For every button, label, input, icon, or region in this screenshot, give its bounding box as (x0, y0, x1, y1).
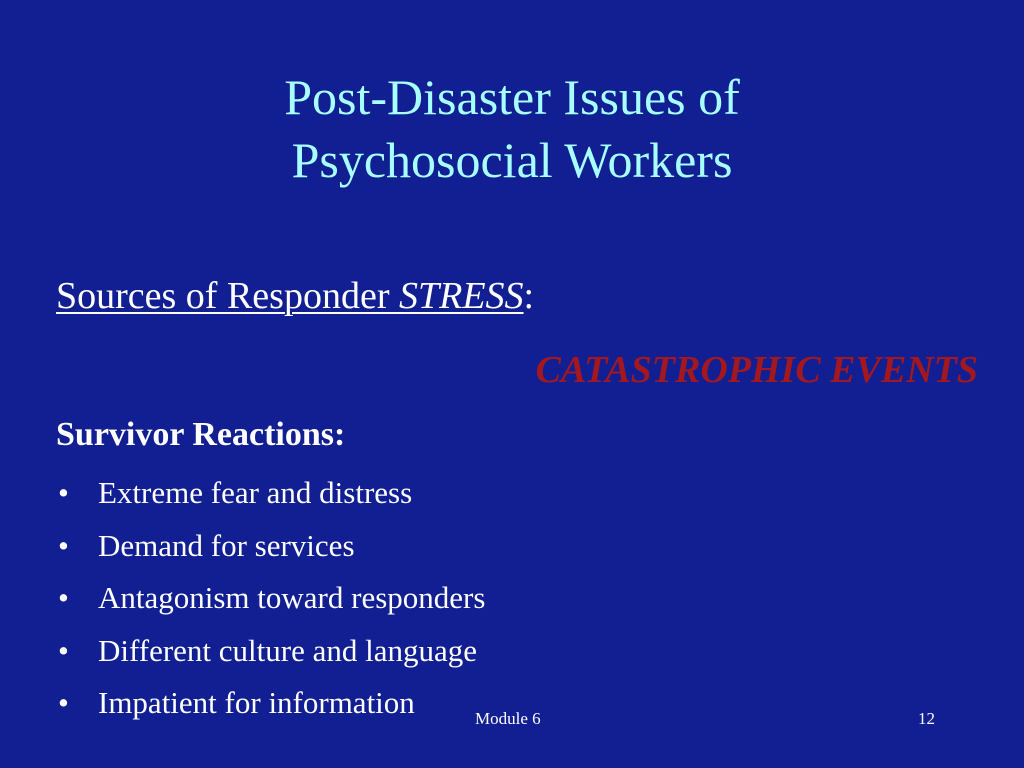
bullet-icon: • (58, 632, 69, 668)
footer-module-label: Module 6 (475, 709, 541, 728)
list-item-text: Different culture and language (98, 632, 478, 668)
survivor-reactions-heading: Survivor Reactions: (56, 416, 346, 453)
bullet-icon: • (58, 475, 69, 510)
stress-subheading (56, 273, 534, 319)
list-item-text: Extreme fear and distress (98, 475, 413, 510)
stress-subheading-underlined (56, 275, 524, 317)
slide-title (0, 66, 1024, 192)
stress-subheading-colon: : (523, 275, 535, 317)
list-item (56, 625, 485, 678)
list-item (56, 520, 485, 573)
list-item (56, 572, 485, 625)
bullet-icon: • (58, 527, 69, 563)
catastrophic-events-label: CATASTROPHIC EVENTS (535, 349, 978, 391)
survivor-reactions-list (56, 467, 485, 730)
list-item-text: Impatient for information (98, 685, 415, 720)
list-item-text: Demand for services (98, 527, 355, 563)
list-item-text: Antagonism toward responders (98, 580, 486, 615)
slide-title-line-2: Psychosocial Workers (291, 132, 733, 188)
stress-subheading-prefix: Sources of Responder (56, 275, 399, 317)
list-item (56, 677, 485, 730)
stress-subheading-emphasis: STRESS (398, 275, 524, 317)
bullet-icon: • (58, 580, 69, 615)
bullet-icon: • (58, 685, 69, 720)
slide-title-line-1: Post-Disaster Issues of (284, 69, 740, 125)
footer-page-number: 12 (918, 709, 935, 728)
list-item (56, 467, 485, 520)
